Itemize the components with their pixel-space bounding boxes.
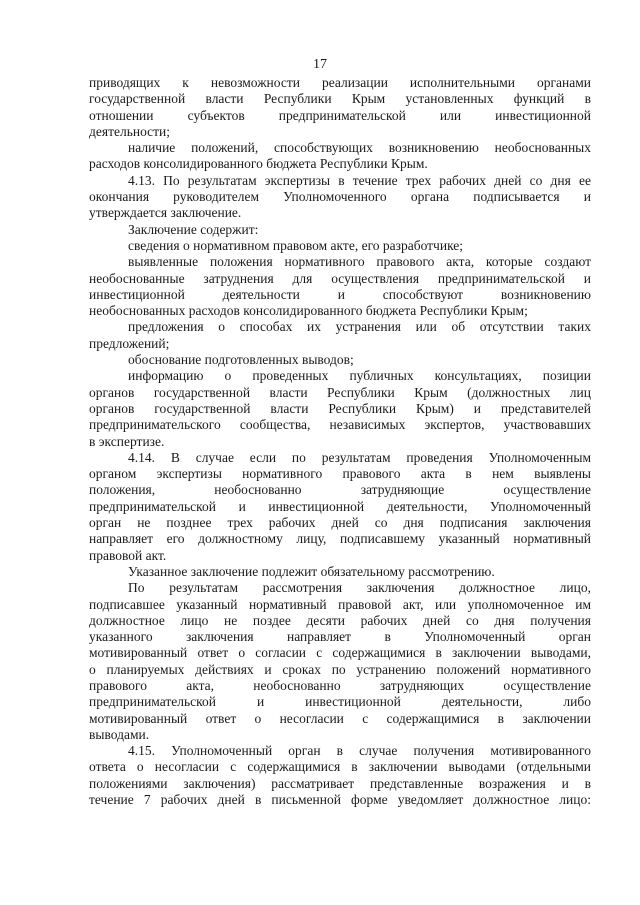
text-line: предложений; xyxy=(89,335,170,351)
text-line: 4.15. Уполномоченный орган в случае получения мотивированного xyxy=(128,743,591,759)
text-line: правового акта, необоснованно затрудняющих осуществление xyxy=(89,677,591,693)
text-line: предложения о способах их устранения или об отсутствии таких xyxy=(128,319,591,335)
text-line: 4.14. В случае если по результатам проведения Уполномоченным xyxy=(128,449,591,465)
text-line: выявленные положения нормативного правового акта, которые создают xyxy=(128,254,591,270)
text-line: положениями заключения) рассматривает представленные возражения и в xyxy=(89,775,591,791)
text-line: ответа о несогласии с содержащимися в заключении выводами (отдельными xyxy=(89,759,591,775)
text-line: необоснованные затруднения для осуществления предпринимательской и xyxy=(89,270,591,286)
text-line: указанного заключения направляет в Уполномоченный орган xyxy=(89,629,591,645)
text-line: мотивированный ответ о согласии с содержащимися в заключении выводами, xyxy=(89,645,591,661)
text-line: По результатам рассмотрения заключения должностное лицо, xyxy=(128,580,591,596)
text-line: информацию о проведенных публичных консультациях, позиции xyxy=(128,368,591,384)
text-line: положения, необоснованно затрудняющие осуществление xyxy=(89,482,591,498)
text-line: утверждается заключение. xyxy=(89,205,242,221)
text-line: Заключение содержит: xyxy=(128,221,259,237)
text-line: подписавшее указанный нормативный правовой акт, или уполномоченное им xyxy=(89,596,591,612)
text-line: в экспертизе. xyxy=(89,433,165,449)
text-line: сведения о нормативном правовом акте, его разработчике; xyxy=(128,237,464,253)
text-line: 4.13. По результатам экспертизы в течение трех рабочих дней со дня ее xyxy=(128,172,591,188)
text-line: правовой акт. xyxy=(89,547,167,563)
text-line: деятельности; xyxy=(89,123,171,139)
text-line: мотивированный ответ о несогласии с содержащимися в заключении xyxy=(89,710,591,726)
text-line: отношении субъектов предпринимательской или инвестиционной xyxy=(89,107,591,123)
text-line: необоснованных расходов консолидированного бюджета Республики Крым; xyxy=(89,303,528,319)
text-line: направляет его должностному лицу, подписавшему указанный нормативный xyxy=(89,531,591,547)
text-line: окончания руководителем Уполномоченного органа подписывается и xyxy=(89,189,591,205)
text-line: предпринимательской и инвестиционной деятельности, Уполномоченный xyxy=(89,498,591,514)
document-body xyxy=(89,75,591,808)
page-number: 17 xyxy=(313,57,327,72)
text-line: государственной власти Республики Крым установленных функций в xyxy=(89,91,591,107)
text-line: о планируемых действиях и сроках по устранению положений нормативного xyxy=(89,661,591,677)
text-line: приводящих к невозможности реализации исполнительными органами xyxy=(89,75,591,90)
text-line: органов государственной власти Республики Крым (должностных лиц xyxy=(89,384,591,400)
text-line: расходов консолидированного бюджета Республики Крым. xyxy=(89,156,428,172)
text-line: органом экспертизы нормативного правового акта в нем выявлены xyxy=(89,466,591,482)
text-line: Указанное заключение подлежит обязательному рассмотрению. xyxy=(128,563,495,579)
text-line: предпринимательской и инвестиционной деятельности, либо xyxy=(89,694,591,710)
text-line: предпринимательского сообщества, независимых экспертов, участвовавших xyxy=(89,417,591,433)
text-line: обоснование подготовленных выводов; xyxy=(128,352,354,368)
text-line: инвестиционной деятельности и способствуют возникновению xyxy=(89,286,591,302)
text-line: течение 7 рабочих дней в письменной форме уведомляет должностное лицо: xyxy=(89,792,591,808)
text-line: выводами. xyxy=(89,726,150,742)
text-line: должностное лицо не поздее десяти рабочих дней со дня получения xyxy=(89,612,591,628)
text-line: орган не позднее трех рабочих дней со дня подписания заключения xyxy=(89,515,591,531)
text-line: органов государственной власти Республики Крым) и представителей xyxy=(89,400,591,416)
text-line: наличие положений, способствующих возникновению необоснованных xyxy=(128,140,591,156)
